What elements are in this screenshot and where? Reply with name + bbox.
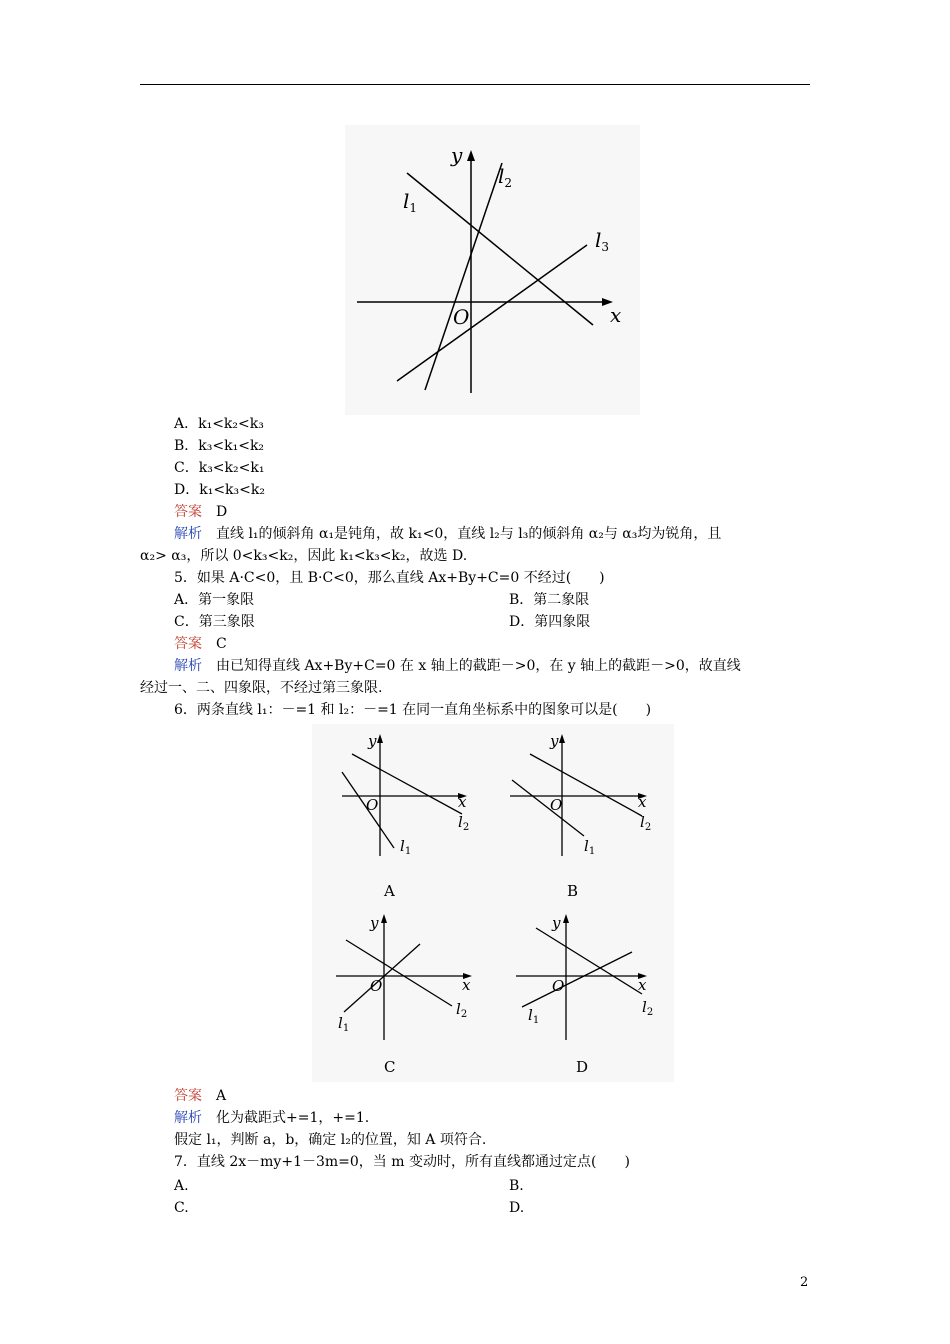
svg-text:l2: $l_2$: [640, 813, 652, 833]
answer-label: 答案: [174, 504, 202, 520]
q5-analysis-1: [174, 656, 741, 677]
q6-analysis-2: 假定 l₁，判断 a，b，确定 l₂的位置，知 A 项符合.: [174, 1132, 487, 1148]
q4-analysis-2: α₂> α₃，所以 0<k₃<k₂，因此 k₁<k₃<k₂，故选 D.: [140, 548, 468, 564]
l3-label: $l_3$: [595, 228, 610, 254]
q7-option-c: C.: [174, 1200, 189, 1216]
svg-text:l1: $l_1$: [338, 1014, 350, 1034]
answer-label: 答案: [174, 636, 202, 652]
q4-option-a: A．k₁<k₂<k₃: [174, 416, 264, 432]
analysis-label: 解析: [174, 658, 202, 674]
graph-label-d: D: [576, 1058, 589, 1076]
answer-value: A: [216, 1088, 227, 1104]
q5-option-a: A．第一象限: [174, 592, 255, 608]
q6-question: 6．两条直线 l₁：－=1 和 l₂：－=1 在同一直角坐标系中的图象可以是( ): [174, 702, 652, 718]
svg-text:O: O: [366, 796, 379, 814]
svg-text:x: x: [638, 976, 647, 994]
q7-option-a: A.: [174, 1178, 189, 1194]
q5-analysis-2: 经过一、二、四象限，不经过第三象限.: [140, 680, 383, 696]
svg-text:l2: $l_2$: [456, 1000, 468, 1020]
svg-text:O: O: [370, 977, 383, 995]
analysis-text: 由已知得直线 Ax+By+C=0 在 x 轴上的截距－>0，在 y 轴上的截距－>0，故直线: [216, 658, 741, 674]
figure-four-graphs: [312, 724, 674, 1082]
q4-option-c: C．k₃<k₂<k₁: [174, 460, 265, 476]
graph-label-a: A: [384, 882, 395, 900]
x-label: x: [610, 303, 622, 327]
q4-answer: [174, 502, 227, 523]
svg-text:y: y: [550, 732, 559, 750]
q7-option-b: B.: [509, 1178, 524, 1194]
page-number: 2: [800, 1275, 809, 1290]
q6-answer: [174, 1086, 226, 1107]
svg-text:l1: $l_1$: [528, 1006, 540, 1026]
svg-text:x: x: [462, 976, 471, 994]
svg-text:x: x: [638, 793, 647, 811]
l2-label: $l_2$: [498, 164, 513, 190]
q7-question: 7．直线 2x－my+1－3m=0，当 m 变动时，所有直线都通过定点( ): [174, 1154, 630, 1170]
q5-option-c: C．第三象限: [174, 614, 255, 630]
header-rule: [140, 84, 810, 85]
q6-analysis-1: [174, 1108, 369, 1129]
svg-text:O: O: [550, 796, 563, 814]
svg-text:O: O: [552, 977, 565, 995]
q4-option-b: B．k₃<k₁<k₂: [174, 438, 265, 454]
q4-analysis-1: [174, 524, 721, 545]
q5-option-d: D．第四象限: [509, 614, 591, 630]
q5-question: 5．如果 A·C<0，且 B·C<0，那么直线 Ax+By+C=0 不经过( ): [174, 570, 605, 586]
analysis-label: 解析: [174, 1110, 202, 1126]
graph-label-b: B: [567, 882, 579, 900]
analysis-text: 直线 l₁的倾斜角 α₁是钝角，故 k₁<0，直线 l₂与 l₃的倾斜角 α₂与 α₃均为锐角，且: [216, 526, 722, 542]
svg-text:l2: $l_2$: [458, 813, 470, 833]
svg-text:l1: $l_1$: [584, 837, 596, 857]
svg-text:x: x: [458, 793, 467, 811]
svg-text:y: y: [370, 914, 379, 932]
q5-option-b: B．第二象限: [509, 592, 590, 608]
svg-text:y: y: [552, 914, 561, 932]
graph-label-c: C: [384, 1058, 396, 1076]
q7-option-d: D.: [509, 1200, 525, 1216]
l1-label: $l_1$: [403, 189, 418, 215]
svg-text:y: y: [368, 732, 377, 750]
analysis-label: 解析: [174, 526, 202, 542]
q4-option-d: D．k₁<k₃<k₂: [174, 482, 265, 498]
answer-value: C: [216, 636, 227, 652]
figure-three-lines: [345, 125, 640, 415]
analysis-text: 化为截距式+=1，+=1.: [216, 1110, 370, 1126]
answer-value: D: [216, 504, 228, 520]
origin-label: O: [453, 305, 470, 329]
y-label: y: [451, 143, 463, 167]
answer-label: 答案: [174, 1088, 202, 1104]
svg-text:l1: $l_1$: [400, 837, 412, 857]
q5-answer: [174, 634, 227, 655]
svg-text:l2: $l_2$: [642, 998, 654, 1018]
